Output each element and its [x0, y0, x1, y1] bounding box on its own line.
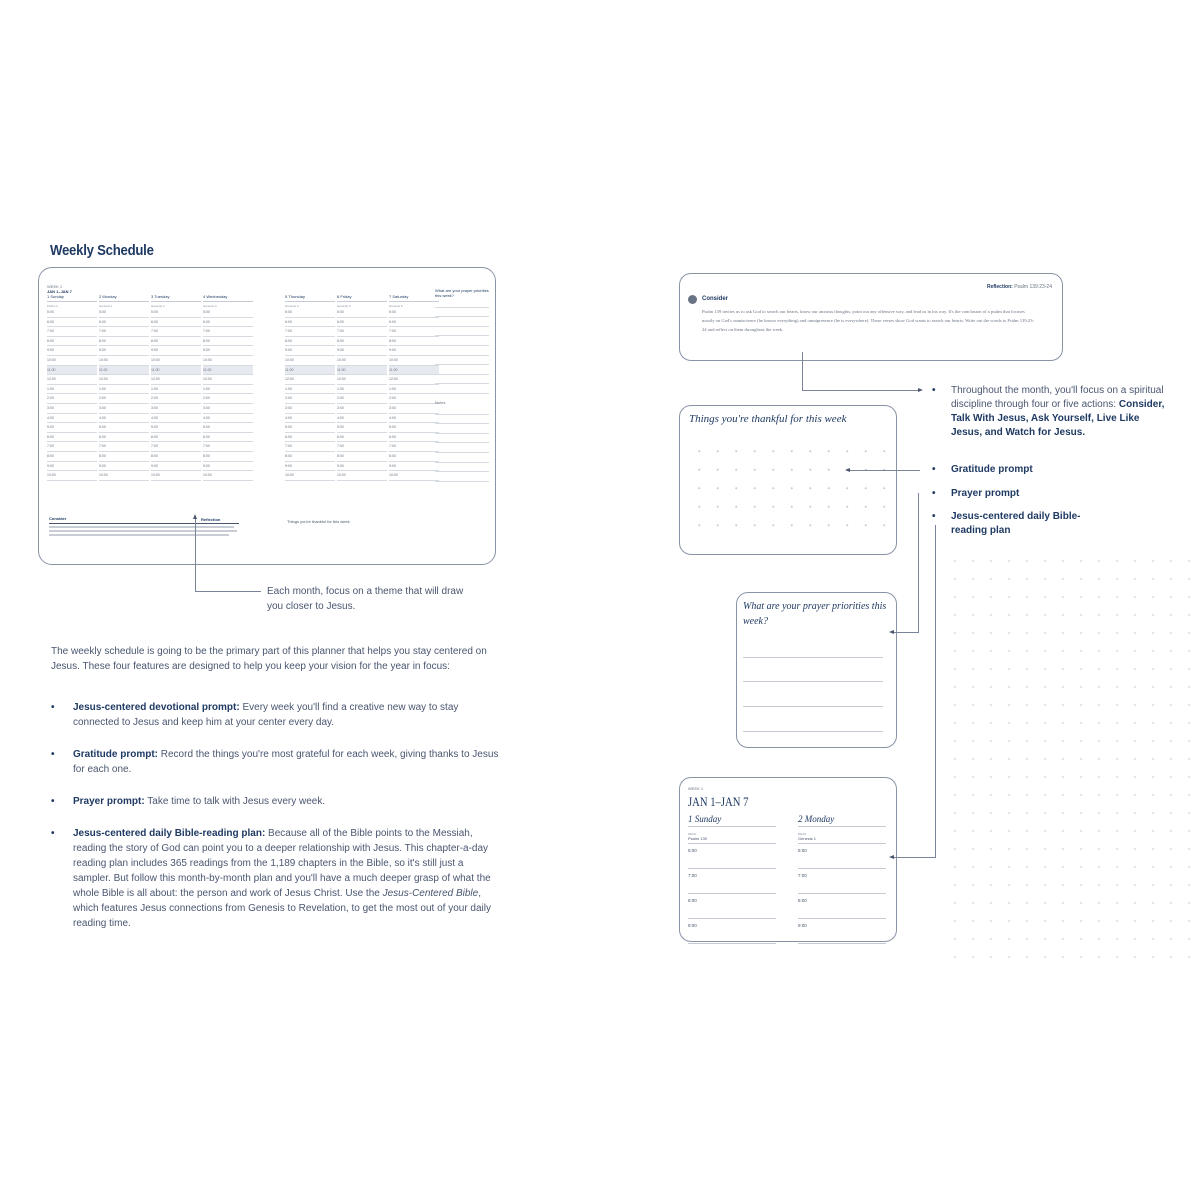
feature-gratitude: [51, 747, 501, 777]
hour-row: 3:00: [99, 404, 149, 414]
text-line: [49, 534, 229, 536]
hour-row: 9:00: [337, 346, 387, 356]
time-slot: 5:00: [688, 844, 776, 869]
hour-row: 1:00: [337, 385, 387, 395]
consider-icon: [688, 295, 697, 304]
writing-line: [435, 346, 489, 356]
hour-row: 11:00: [203, 366, 253, 376]
hour-row: 5:00: [203, 308, 253, 318]
hour-row: 10:00: [99, 471, 149, 481]
time-slot: 7:00: [688, 869, 776, 894]
hour-row: 5:00: [285, 308, 335, 318]
writing-line: [435, 365, 489, 375]
arrow-left-icon: [889, 855, 894, 859]
hour-row: 6:00: [389, 318, 439, 328]
hour-row: 10:00: [151, 471, 201, 481]
hour-row: 5:00: [99, 423, 149, 433]
feature-list: [51, 700, 501, 948]
day-column: [99, 294, 149, 481]
hour-row: 1:00: [99, 385, 149, 395]
writing-line: [435, 415, 489, 425]
hour-row: 12:00: [389, 375, 439, 385]
hour-row: 8:00: [47, 337, 97, 347]
week-range: JAN 1–JAN 7: [47, 289, 72, 294]
hour-row: 7:00: [285, 327, 335, 337]
hour-row: 4:00: [99, 414, 149, 424]
writing-line: [435, 327, 489, 337]
plan-week-range: JAN 1–JAN 7: [688, 794, 749, 809]
reflection-label: Reflection:: [986, 284, 1013, 290]
plan-day-column: [688, 814, 776, 944]
time-slot: 9:00: [798, 919, 886, 944]
hour-row: 6:00: [285, 433, 335, 443]
hour-row: 3:00: [389, 404, 439, 414]
hour-row: 10:00: [285, 471, 335, 481]
day-column: [389, 294, 439, 481]
hour-row: 9:00: [99, 346, 149, 356]
feature-title: Gratitude prompt:: [73, 749, 158, 760]
hour-row: 12:00: [203, 375, 253, 385]
day-reading: Genesis 1: [99, 304, 113, 308]
connector-line: [848, 470, 920, 471]
feature-title: Jesus-centered devotional prompt:: [73, 702, 240, 713]
hour-row: 2:00: [47, 394, 97, 404]
connector-line: [195, 518, 196, 592]
hour-row: 4:00: [151, 414, 201, 424]
feature-devotional: [51, 700, 501, 730]
hour-row: 8:00: [99, 452, 149, 462]
day-header: 5 Thursday: [285, 294, 335, 302]
feature-text: Take time to talk with Jesus every week.: [144, 796, 326, 807]
hour-row: 5:00: [151, 308, 201, 318]
hour-row: 8:00: [285, 337, 335, 347]
hour-row: 8:00: [203, 452, 253, 462]
writing-line: [435, 472, 489, 482]
writing-line: [743, 681, 883, 682]
hour-row: 5:00: [389, 308, 439, 318]
hour-row: 2:00: [151, 394, 201, 404]
hour-row: 9:00: [389, 346, 439, 356]
hour-row: 11:00: [285, 366, 335, 376]
hour-row: 6:00: [151, 318, 201, 328]
bible-title: Jesus-Centered Bible: [382, 888, 479, 899]
text-line: [49, 523, 239, 524]
weekly-schedule-title: Weekly Schedule: [50, 242, 154, 259]
connector-line: [195, 591, 261, 592]
hour-row: 5:00: [389, 423, 439, 433]
hour-row: 10:00: [203, 356, 253, 366]
plan-week-label: WEEK 1: [688, 786, 704, 791]
hour-row: 7:00: [203, 327, 253, 337]
hour-row: 6:00: [389, 433, 439, 443]
weekly-schedule-preview-card: [38, 267, 496, 565]
hour-row: 4:00: [389, 414, 439, 424]
hour-row: 6:00: [337, 318, 387, 328]
hour-row: 8:00: [337, 337, 387, 347]
annotation-gratitude: [932, 463, 1172, 477]
day-header: 7 Saturday: [389, 294, 439, 302]
feature-reading-plan: [51, 826, 501, 931]
hour-row: 8:00: [389, 452, 439, 462]
hour-row: 3:00: [337, 404, 387, 414]
hour-row: 3:00: [203, 404, 253, 414]
arrow-left-icon: [845, 468, 850, 472]
writing-line: [435, 308, 489, 318]
dot-grid: [690, 442, 888, 542]
hour-row: 5:00: [47, 308, 97, 318]
hour-row: 8:00: [99, 337, 149, 347]
hour-row: 5:00: [99, 308, 149, 318]
hour-row: 6:00: [151, 433, 201, 443]
hour-row: 6:00: [203, 433, 253, 443]
hour-row: 9:00: [285, 346, 335, 356]
writing-line: [435, 375, 489, 385]
hour-row: 10:00: [203, 471, 253, 481]
writing-line: [435, 453, 489, 463]
hour-row: 11:00: [151, 366, 201, 376]
hour-row: 7:00: [99, 327, 149, 337]
hour-row: 4:00: [47, 414, 97, 424]
reading-plan-card: [679, 777, 897, 942]
hour-row: 1:00: [285, 385, 335, 395]
hour-row: 1:00: [47, 385, 97, 395]
writing-line: [435, 424, 489, 434]
hour-row: 12:00: [285, 375, 335, 385]
hour-row: 4:00: [203, 414, 253, 424]
feature-prayer: [51, 794, 501, 809]
hour-row: 2:00: [285, 394, 335, 404]
hour-row: 10:00: [337, 471, 387, 481]
writing-line: [435, 317, 489, 327]
day-reading: Psalm 1: [47, 304, 58, 308]
hour-row: 6:00: [47, 433, 97, 443]
annotation-reading-plan: [932, 510, 1082, 538]
hour-row: 10:00: [337, 356, 387, 366]
writing-line: [743, 657, 883, 658]
hour-row: 9:00: [47, 462, 97, 472]
plan-day-header: 2 Monday: [798, 814, 886, 827]
hour-row: 12:00: [47, 375, 97, 385]
hour-row: 1:00: [203, 385, 253, 395]
time-slot: 7:00: [798, 869, 886, 894]
devotional-prompt-card: [679, 273, 1063, 361]
dot-grid-background: [946, 552, 1196, 972]
daily-reading: Genesis 1: [798, 836, 886, 844]
hour-row: 8:00: [337, 452, 387, 462]
hour-row: 7:00: [337, 327, 387, 337]
hour-row: 10:00: [47, 471, 97, 481]
hour-row: 12:00: [151, 375, 201, 385]
writing-line: [435, 384, 489, 394]
writing-line: [435, 443, 489, 453]
hour-row: 12:00: [337, 375, 387, 385]
hour-row: 4:00: [285, 414, 335, 424]
annotation-bold: Jesus-centered daily Bible-reading plan: [951, 511, 1081, 536]
arrow-up-icon: [193, 514, 197, 519]
hour-row: 11:00: [99, 366, 149, 376]
hour-row: 5:00: [337, 423, 387, 433]
prayer-prompt-card: [736, 592, 897, 748]
day-column: [47, 294, 97, 481]
hour-row: 8:00: [203, 337, 253, 347]
hour-row: 9:00: [47, 346, 97, 356]
hour-row: 9:00: [99, 462, 149, 472]
feature-text: Every week you'll find a creative new way to stay connected to Jesus and keep him at your center every day.: [73, 702, 459, 728]
hour-row: 5:00: [151, 423, 201, 433]
hour-row: 8:00: [47, 452, 97, 462]
hour-row: 4:00: [337, 414, 387, 424]
hour-row: 7:00: [203, 442, 253, 452]
time-slot: 5:00: [798, 844, 886, 869]
hour-row: 12:00: [99, 375, 149, 385]
hour-row: 6:00: [203, 318, 253, 328]
arrow-left-icon: [889, 630, 894, 634]
hour-row: 8:00: [285, 452, 335, 462]
writing-line: [743, 706, 883, 707]
day-reading: Genesis 4: [285, 304, 299, 308]
hour-row: 7:00: [151, 327, 201, 337]
prayer-priorities-column: [435, 288, 489, 482]
hour-row: 3:00: [151, 404, 201, 414]
hour-row: 7:00: [389, 442, 439, 452]
gratitude-prompt-card: [679, 405, 897, 555]
feature-title: Prayer prompt:: [73, 796, 145, 807]
annotation-devotional: [932, 384, 1172, 440]
connector-line: [892, 632, 919, 633]
hour-row: 6:00: [337, 433, 387, 443]
hour-row: 8:00: [389, 337, 439, 347]
devotional-body: Psalm 139 invites us to ask God to search our hearts, know our anxious thoughts, point out any offensive way, and lead us in his way. It's the conclusion of a psalm that focuses mostly on God's omniscience (he knows everything) and omnipresence (he is everywhere). These verses show God wants to search our hearts. Write out the words to Psalm 139:23-24 and reflect on them throughout the week.: [702, 309, 1035, 332]
day-reading: Genesis 5: [337, 304, 351, 308]
hour-row: 7:00: [47, 327, 97, 337]
connector-line: [892, 857, 936, 858]
time-slot: 8:00: [798, 894, 886, 919]
annotation-text: Throughout the month, you'll focus on a spiritual discipline through four or five actions:: [951, 385, 1164, 410]
hour-row: 7:00: [285, 442, 335, 452]
hour-row: 3:00: [47, 404, 97, 414]
hour-row: 6:00: [285, 318, 335, 328]
hour-row: 7:00: [389, 327, 439, 337]
hour-row: 5:00: [203, 423, 253, 433]
intro-paragraph: The weekly schedule is going to be the primary part of this planner that helps you stay centered on Jesus. These four features are designed to help you keep your vision for the year in focus:: [51, 646, 487, 672]
month-theme-callout: Each month, focus on a theme that will draw you closer to Jesus.: [267, 586, 464, 612]
hour-row: 7:00: [47, 442, 97, 452]
gratitude-prompt-title: Things you're thankful for this week: [689, 413, 847, 425]
connector-line: [802, 390, 920, 391]
text-line: [49, 530, 237, 532]
writing-line: [435, 434, 489, 444]
time-slot: 8:00: [688, 894, 776, 919]
hour-row: 7:00: [337, 442, 387, 452]
hour-row: 7:00: [151, 442, 201, 452]
gratitude-label: Things you're thankful for this week: [287, 519, 350, 524]
hour-row: 9:00: [203, 462, 253, 472]
hour-row: 9:00: [337, 462, 387, 472]
hour-row: 6:00: [99, 318, 149, 328]
hour-row: 6:00: [47, 318, 97, 328]
writing-line: [435, 405, 489, 415]
feature-text: , which features Jesus connections from Genesis to Revelation, to get the most out of your daily reading time.: [73, 888, 491, 929]
hour-row: 2:00: [389, 394, 439, 404]
hour-row: 2:00: [337, 394, 387, 404]
day-header: 3 Tuesday: [151, 294, 201, 302]
hour-row: 2:00: [99, 394, 149, 404]
plan-day-header: 1 Sunday: [688, 814, 776, 827]
writing-line: [435, 336, 489, 346]
connector-line: [935, 525, 936, 858]
day-column: [337, 294, 387, 481]
hour-row: 3:00: [285, 404, 335, 414]
hour-row: 9:00: [151, 462, 201, 472]
connector-line: [918, 493, 919, 632]
writing-line: [743, 731, 883, 732]
day-reading: Genesis 2: [151, 304, 165, 308]
hour-row: 10:00: [389, 471, 439, 481]
day-header: 6 Friday: [337, 294, 387, 302]
devotional-heading: Consider: [702, 296, 729, 302]
hour-row: 10:00: [151, 356, 201, 366]
notes-label: Notes: [435, 399, 446, 405]
read-label: READ: [798, 832, 807, 836]
scripture-reference: Psalm 139:23-24: [1014, 284, 1052, 290]
hour-row: 9:00: [151, 346, 201, 356]
prayer-prompt-title: What are your prayer priorities this week?: [743, 601, 887, 627]
hour-row: 10:00: [389, 356, 439, 366]
day-header: 4 Wednesday: [203, 294, 253, 302]
plan-day-column: [798, 814, 886, 944]
hour-row: 11:00: [47, 366, 97, 376]
writing-line: [435, 298, 489, 308]
daily-reading: Psalm 139: [688, 836, 776, 844]
day-column: [285, 294, 335, 481]
day-reading: Genesis 6: [389, 304, 403, 308]
feature-title: Jesus-centered daily Bible-reading plan:: [73, 828, 266, 839]
connector-line: [802, 352, 803, 391]
day-reading: Genesis 3: [203, 304, 217, 308]
text-line: [49, 526, 234, 528]
annotation-bold: Prayer prompt: [951, 488, 1020, 499]
day-column: [203, 294, 253, 481]
week-label: WEEK 1: [47, 284, 63, 289]
hour-row: 6:00: [99, 433, 149, 443]
hour-row: 11:00: [337, 366, 387, 376]
hour-row: 9:00: [389, 462, 439, 472]
hour-row: 5:00: [47, 423, 97, 433]
side-heading: What are your prayer priorities this week?: [435, 288, 489, 298]
hour-row: 10:00: [99, 356, 149, 366]
writing-line: [435, 356, 489, 366]
hour-row: 8:00: [151, 452, 201, 462]
writing-line: [435, 463, 489, 473]
hour-row: 10:00: [47, 356, 97, 366]
hour-row: 11:00: [389, 366, 439, 376]
hour-row: 8:00: [151, 337, 201, 347]
hour-row: 9:00: [285, 462, 335, 472]
hour-row: 1:00: [151, 385, 201, 395]
annotation-prayer: [932, 487, 1172, 501]
day-header: 1 Sunday: [47, 294, 97, 302]
annotation-bold: Gratitude prompt: [951, 464, 1033, 475]
hour-row: 9:00: [203, 346, 253, 356]
hour-row: 2:00: [203, 394, 253, 404]
consider-label: Consider: [49, 516, 67, 521]
hour-row: 1:00: [389, 385, 439, 395]
day-column: [151, 294, 201, 481]
hour-row: 7:00: [99, 442, 149, 452]
arrow-right-icon: [918, 388, 923, 392]
annotation-bold: Consider, Talk With Jesus, Ask Yourself, Live Like Jesus, and Watch for Jesus.: [951, 399, 1165, 438]
day-header: 2 Monday: [99, 294, 149, 302]
hour-row: 5:00: [337, 308, 387, 318]
reflection-label: Reflection: [201, 517, 221, 522]
reflection-reference: [987, 284, 1052, 290]
hour-row: 5:00: [285, 423, 335, 433]
time-slot: 9:00: [688, 919, 776, 944]
read-label: READ: [688, 832, 697, 836]
feature-text: Because all of the Bible points to the Messiah, reading the story of God can point you to a deeper relationship with Jesus. This chapter-a-day reading plan includes 365 readings from the 1,189 chapters in the Bible, so it's still just a sampler. But follow this month-by-month plan and you'll have a much deeper grasp of what the whole Bible is all about: the person and work of Jesus Christ. Use the: [73, 828, 491, 899]
feature-text: Record the things you're most grateful for each week, giving thanks to Jesus for each one.: [73, 749, 499, 775]
hour-row: 10:00: [285, 356, 335, 366]
